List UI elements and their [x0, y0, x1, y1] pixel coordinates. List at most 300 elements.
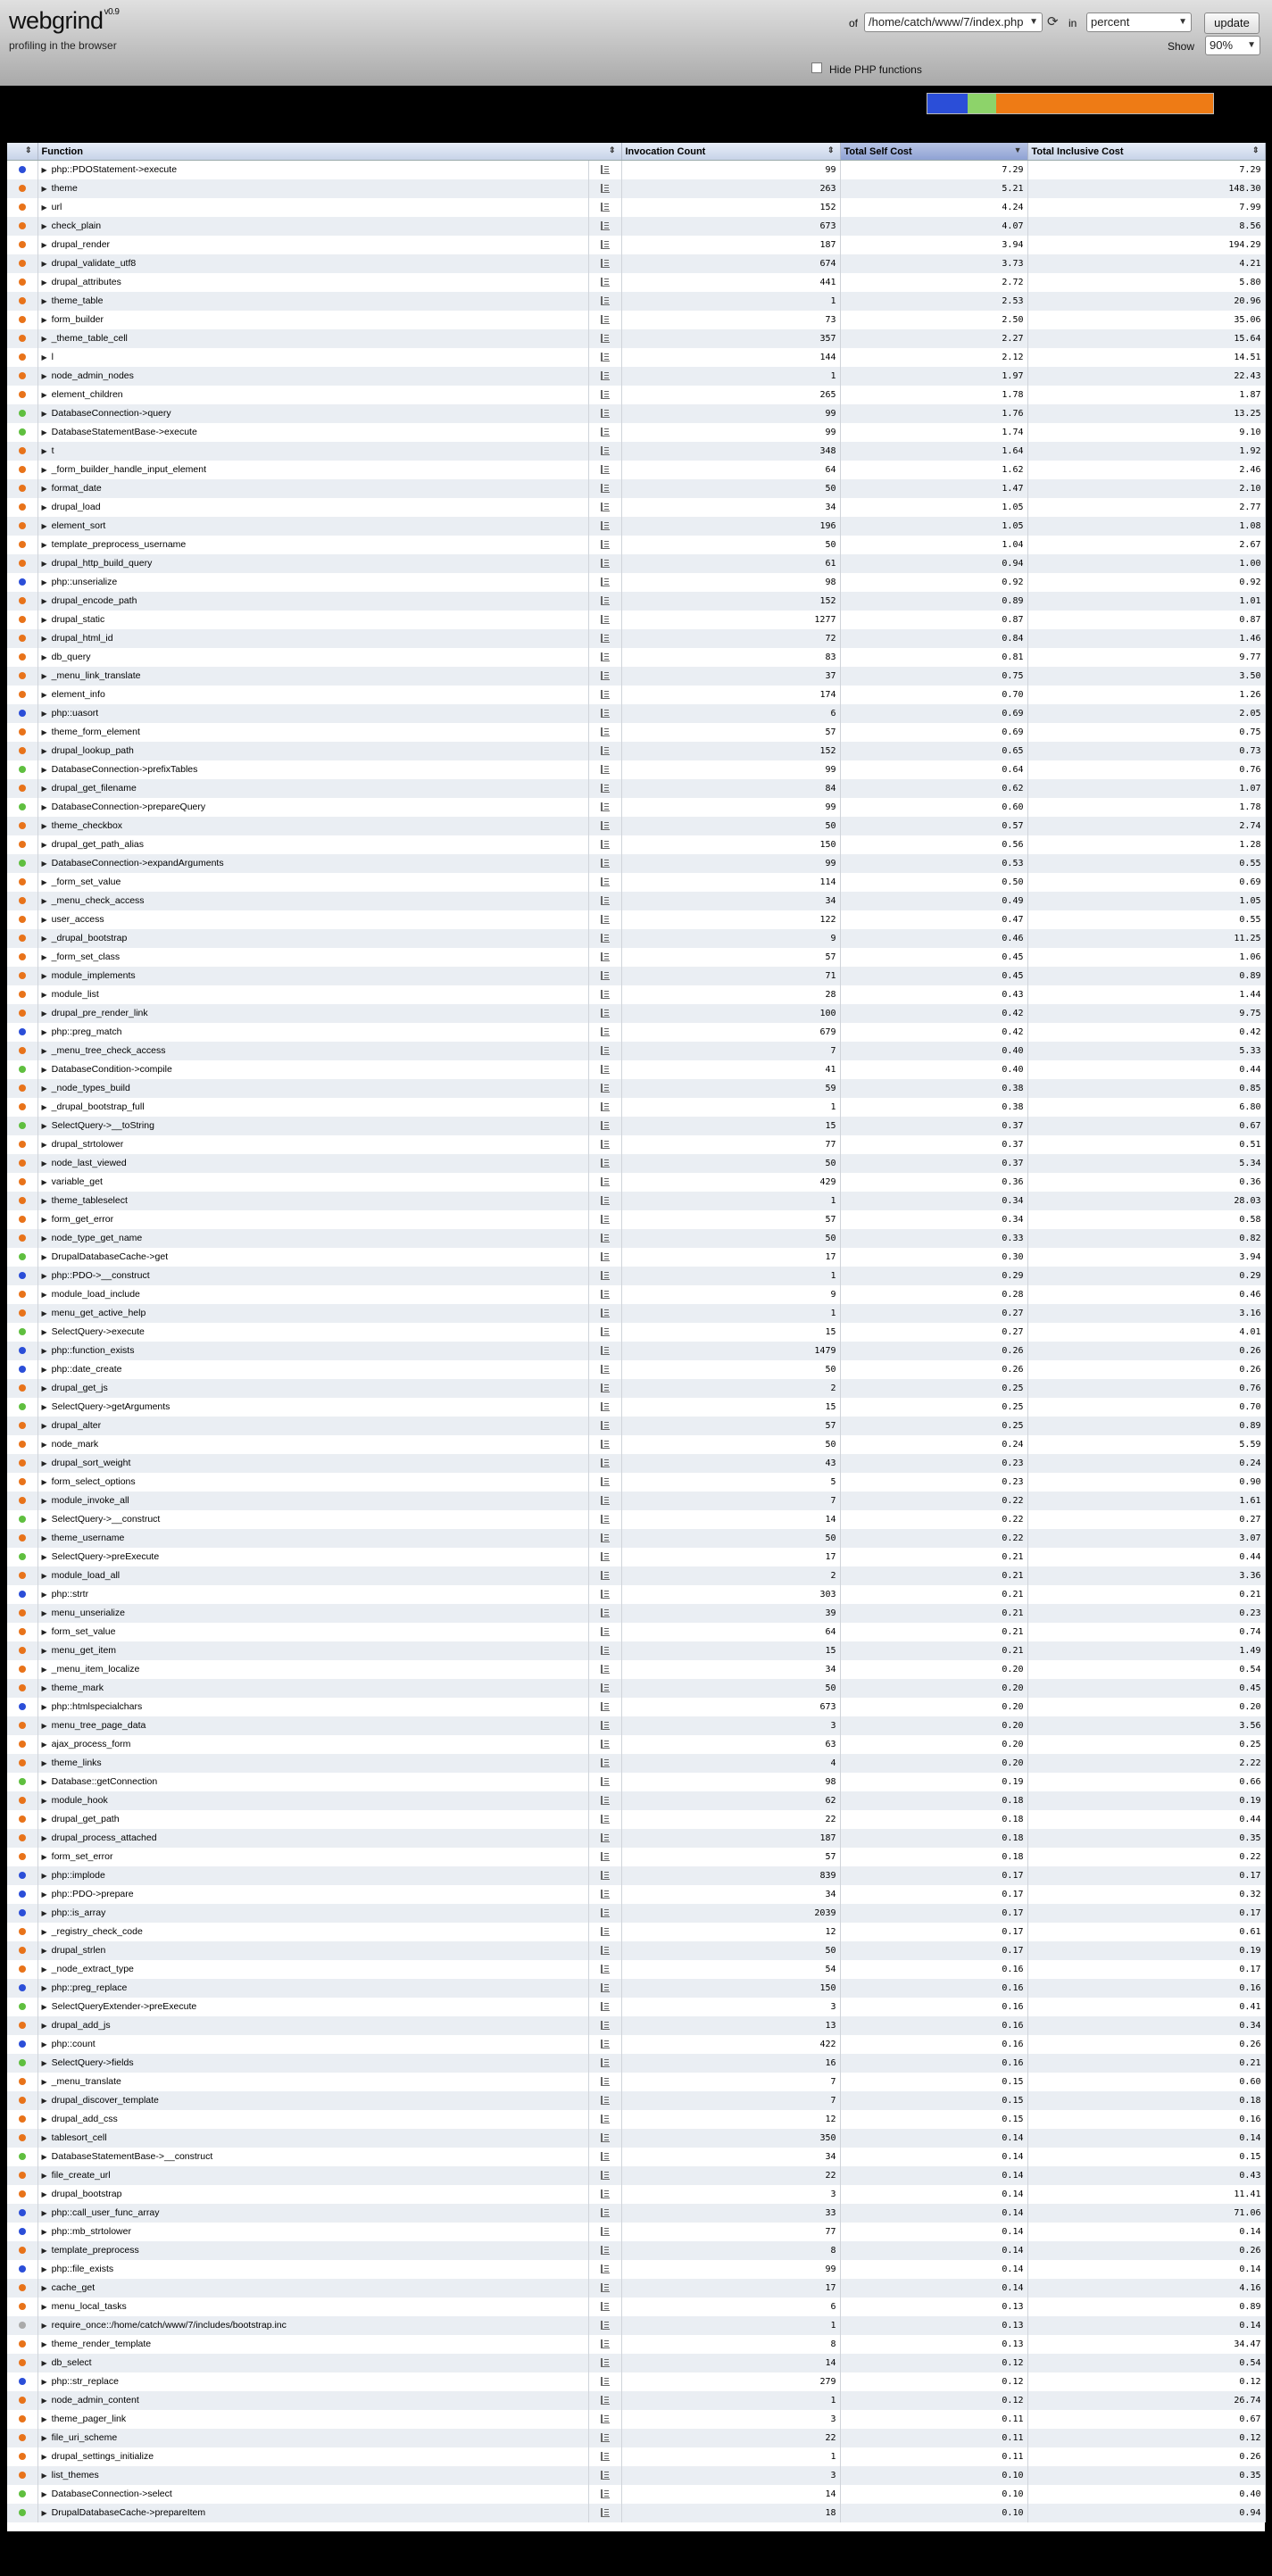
table-row[interactable]	[7, 311, 1265, 329]
type-column-header[interactable]	[7, 143, 37, 161]
function-cell[interactable]	[37, 1829, 588, 1848]
file-link-cell[interactable]	[588, 254, 621, 273]
expand-triangle-icon[interactable]: ▶	[41, 185, 47, 193]
function-cell[interactable]	[37, 1604, 588, 1623]
file-link-cell[interactable]	[588, 2316, 621, 2335]
table-row[interactable]	[7, 1998, 1265, 2016]
file-link-cell[interactable]	[588, 198, 621, 217]
file-link-cell[interactable]	[588, 1566, 621, 1585]
expand-triangle-icon[interactable]: ▶	[41, 1216, 47, 1224]
table-row[interactable]	[7, 873, 1265, 892]
file-link-cell[interactable]	[588, 2429, 621, 2447]
expand-triangle-icon[interactable]: ▶	[41, 785, 47, 793]
expand-triangle-icon[interactable]: ▶	[41, 2359, 47, 2367]
function-cell[interactable]	[37, 2372, 588, 2391]
table-row[interactable]	[7, 2372, 1265, 2391]
file-view-icon[interactable]	[601, 315, 610, 324]
expand-triangle-icon[interactable]: ▶	[41, 766, 47, 774]
file-link-cell[interactable]	[588, 1810, 621, 1829]
file-view-icon[interactable]	[601, 1740, 610, 1749]
expand-triangle-icon[interactable]: ▶	[41, 447, 47, 455]
file-view-icon[interactable]	[601, 1983, 610, 1992]
file-view-icon[interactable]	[601, 2002, 610, 2011]
expand-triangle-icon[interactable]: ▶	[41, 297, 47, 305]
function-cell[interactable]	[37, 1173, 588, 1192]
expand-triangle-icon[interactable]: ▶	[41, 1516, 47, 1524]
table-row[interactable]	[7, 161, 1265, 179]
table-row[interactable]	[7, 2298, 1265, 2316]
function-cell[interactable]	[37, 1379, 588, 1398]
table-row[interactable]	[7, 1173, 1265, 1192]
table-row[interactable]	[7, 629, 1265, 648]
table-row[interactable]	[7, 1885, 1265, 1904]
expand-triangle-icon[interactable]: ▶	[41, 204, 47, 212]
file-view-icon[interactable]	[601, 484, 610, 493]
table-row[interactable]	[7, 1454, 1265, 1473]
table-row[interactable]	[7, 536, 1265, 554]
expand-triangle-icon[interactable]: ▶	[41, 2040, 47, 2048]
function-cell[interactable]	[37, 1098, 588, 1117]
file-view-icon[interactable]	[601, 1796, 610, 1805]
table-row[interactable]	[7, 1154, 1265, 1173]
file-view-icon[interactable]	[601, 1758, 610, 1767]
expand-triangle-icon[interactable]: ▶	[41, 1497, 47, 1505]
file-view-icon[interactable]	[601, 596, 610, 605]
file-view-icon[interactable]	[601, 934, 610, 943]
function-cell[interactable]	[37, 2091, 588, 2110]
file-view-icon[interactable]	[601, 1159, 610, 1168]
table-row[interactable]	[7, 1004, 1265, 1023]
expand-triangle-icon[interactable]: ▶	[41, 2265, 47, 2273]
function-cell[interactable]	[37, 1323, 588, 1342]
table-row[interactable]	[7, 1529, 1265, 1548]
table-row[interactable]	[7, 498, 1265, 517]
file-link-cell[interactable]	[588, 1979, 621, 1998]
file-link-cell[interactable]	[588, 2110, 621, 2129]
table-row[interactable]	[7, 1979, 1265, 1998]
function-cell[interactable]	[37, 1210, 588, 1229]
expand-triangle-icon[interactable]: ▶	[41, 466, 47, 474]
file-view-icon[interactable]	[601, 746, 610, 755]
expand-triangle-icon[interactable]: ▶	[41, 2397, 47, 2405]
self-cost-column-header[interactable]	[840, 143, 1027, 161]
file-link-cell[interactable]	[588, 1360, 621, 1379]
file-link-cell[interactable]	[588, 1398, 621, 1417]
table-row[interactable]	[7, 1735, 1265, 1754]
function-cell[interactable]	[37, 386, 588, 404]
expand-triangle-icon[interactable]: ▶	[41, 2022, 47, 2030]
expand-triangle-icon[interactable]: ▶	[41, 616, 47, 624]
expand-triangle-icon[interactable]: ▶	[41, 391, 47, 399]
table-row[interactable]	[7, 1079, 1265, 1098]
table-row[interactable]	[7, 1791, 1265, 1810]
table-row[interactable]	[7, 423, 1265, 442]
hide-php-checkbox[interactable]	[811, 62, 822, 73]
file-link-cell[interactable]	[588, 1285, 621, 1304]
file-view-icon[interactable]	[601, 2508, 610, 2517]
function-cell[interactable]	[37, 1998, 588, 2016]
file-view-icon[interactable]	[601, 1327, 610, 1336]
function-cell[interactable]	[37, 367, 588, 386]
file-link-cell[interactable]	[588, 2372, 621, 2391]
file-link-cell[interactable]	[588, 1304, 621, 1323]
table-row[interactable]	[7, 2354, 1265, 2372]
file-link-cell[interactable]	[588, 2391, 621, 2410]
file-link-cell[interactable]	[588, 985, 621, 1004]
expand-triangle-icon[interactable]: ▶	[41, 1403, 47, 1411]
table-row[interactable]	[7, 2241, 1265, 2260]
function-cell[interactable]	[37, 648, 588, 667]
table-row[interactable]	[7, 1848, 1265, 1866]
file-view-icon[interactable]	[601, 165, 610, 174]
function-cell[interactable]	[37, 161, 588, 179]
table-row[interactable]	[7, 1304, 1265, 1323]
file-view-icon[interactable]	[601, 1421, 610, 1430]
expand-triangle-icon[interactable]: ▶	[41, 410, 47, 418]
expand-triangle-icon[interactable]: ▶	[41, 560, 47, 568]
table-row[interactable]	[7, 2410, 1265, 2429]
function-cell[interactable]	[37, 1923, 588, 1941]
file-link-cell[interactable]	[588, 2166, 621, 2185]
table-row[interactable]	[7, 1510, 1265, 1529]
expand-triangle-icon[interactable]: ▶	[41, 2434, 47, 2442]
function-cell[interactable]	[37, 1529, 588, 1548]
table-row[interactable]	[7, 760, 1265, 779]
table-row[interactable]	[7, 442, 1265, 461]
file-link-cell[interactable]	[588, 1267, 621, 1285]
file-link-cell[interactable]	[588, 536, 621, 554]
file-view-icon[interactable]	[601, 896, 610, 905]
file-view-icon[interactable]	[601, 615, 610, 624]
expand-triangle-icon[interactable]: ▶	[41, 222, 47, 230]
expand-triangle-icon[interactable]: ▶	[41, 1572, 47, 1580]
function-cell[interactable]	[37, 1079, 588, 1098]
table-row[interactable]	[7, 2054, 1265, 2073]
expand-triangle-icon[interactable]: ▶	[41, 2453, 47, 2461]
file-view-icon[interactable]	[601, 296, 610, 305]
expand-triangle-icon[interactable]: ▶	[41, 803, 47, 811]
file-link-cell[interactable]	[588, 1585, 621, 1604]
file-view-icon[interactable]	[601, 652, 610, 661]
file-link-cell[interactable]	[588, 1641, 621, 1660]
file-link-cell[interactable]	[588, 1135, 621, 1154]
app-logo[interactable]	[9, 7, 119, 35]
function-cell[interactable]	[37, 742, 588, 760]
expand-triangle-icon[interactable]: ▶	[41, 2115, 47, 2123]
function-cell[interactable]	[37, 292, 588, 311]
file-link-cell[interactable]	[588, 1829, 621, 1848]
table-row[interactable]	[7, 217, 1265, 236]
expand-triangle-icon[interactable]: ▶	[41, 428, 47, 436]
expand-triangle-icon[interactable]: ▶	[41, 1965, 47, 1974]
expand-triangle-icon[interactable]: ▶	[41, 1609, 47, 1617]
file-link-cell[interactable]	[588, 854, 621, 873]
function-cell[interactable]	[37, 948, 588, 967]
file-link-cell[interactable]	[588, 329, 621, 348]
file-link-cell[interactable]	[588, 779, 621, 798]
table-row[interactable]	[7, 1492, 1265, 1510]
table-row[interactable]	[7, 835, 1265, 854]
function-cell[interactable]	[37, 873, 588, 892]
function-cell[interactable]	[37, 1304, 588, 1323]
file-link-cell[interactable]	[588, 1904, 621, 1923]
expand-triangle-icon[interactable]: ▶	[41, 2134, 47, 2142]
table-row[interactable]	[7, 611, 1265, 629]
expand-triangle-icon[interactable]: ▶	[41, 1591, 47, 1599]
table-row[interactable]	[7, 1360, 1265, 1379]
file-link-cell[interactable]	[588, 1510, 621, 1529]
table-row[interactable]	[7, 198, 1265, 217]
expand-triangle-icon[interactable]: ▶	[41, 1253, 47, 1261]
file-view-icon[interactable]	[601, 671, 610, 680]
function-cell[interactable]	[37, 442, 588, 461]
file-link-cell[interactable]	[588, 442, 621, 461]
expand-triangle-icon[interactable]: ▶	[41, 1141, 47, 1149]
file-view-icon[interactable]	[601, 521, 610, 530]
file-link-cell[interactable]	[588, 1117, 621, 1135]
file-link-cell[interactable]	[588, 948, 621, 967]
reload-icon[interactable]: ⟳	[1047, 13, 1059, 29]
expand-triangle-icon[interactable]: ▶	[41, 166, 47, 175]
table-row[interactable]	[7, 2110, 1265, 2129]
table-row[interactable]	[7, 2016, 1265, 2035]
function-cell[interactable]	[37, 611, 588, 629]
function-cell[interactable]	[37, 2148, 588, 2166]
file-link-cell[interactable]	[588, 311, 621, 329]
file-view-icon[interactable]	[601, 2358, 610, 2367]
file-link-cell[interactable]	[588, 1998, 621, 2016]
table-row[interactable]	[7, 573, 1265, 592]
expand-triangle-icon[interactable]: ▶	[41, 1328, 47, 1336]
file-link-cell[interactable]	[588, 217, 621, 236]
function-cell[interactable]	[37, 1585, 588, 1604]
expand-triangle-icon[interactable]: ▶	[41, 2509, 47, 2517]
table-row[interactable]	[7, 985, 1265, 1004]
function-cell[interactable]	[37, 423, 588, 442]
table-row[interactable]	[7, 1641, 1265, 1660]
table-row[interactable]	[7, 2504, 1265, 2522]
file-view-icon[interactable]	[601, 2058, 610, 2067]
file-view-icon[interactable]	[601, 2208, 610, 2217]
file-link-cell[interactable]	[588, 704, 621, 723]
expand-triangle-icon[interactable]: ▶	[41, 2303, 47, 2311]
expand-triangle-icon[interactable]: ▶	[41, 728, 47, 736]
function-cell[interactable]	[37, 1660, 588, 1679]
file-link-cell[interactable]	[588, 2410, 621, 2429]
function-cell[interactable]	[37, 592, 588, 611]
file-link-cell[interactable]	[588, 2223, 621, 2241]
file-view-icon[interactable]	[601, 1458, 610, 1467]
function-cell[interactable]	[37, 1492, 588, 1510]
file-view-icon[interactable]	[601, 877, 610, 886]
file-link-cell[interactable]	[588, 873, 621, 892]
function-column-header[interactable]	[37, 143, 621, 161]
file-view-icon[interactable]	[601, 1702, 610, 1711]
expand-triangle-icon[interactable]: ▶	[41, 2247, 47, 2255]
file-link-cell[interactable]	[588, 686, 621, 704]
function-cell[interactable]	[37, 1473, 588, 1492]
update-button[interactable]: update	[1204, 12, 1260, 34]
function-cell[interactable]	[37, 536, 588, 554]
expand-triangle-icon[interactable]: ▶	[41, 635, 47, 643]
file-link-cell[interactable]	[588, 1023, 621, 1042]
table-row[interactable]	[7, 1679, 1265, 1698]
function-cell[interactable]	[37, 517, 588, 536]
function-cell[interactable]	[37, 198, 588, 217]
expand-triangle-icon[interactable]: ▶	[41, 597, 47, 605]
table-row[interactable]	[7, 1660, 1265, 1679]
function-cell[interactable]	[37, 217, 588, 236]
file-link-cell[interactable]	[588, 1660, 621, 1679]
function-cell[interactable]	[37, 1154, 588, 1173]
file-view-icon[interactable]	[601, 727, 610, 736]
table-row[interactable]	[7, 592, 1265, 611]
table-row[interactable]	[7, 1117, 1265, 1135]
expand-triangle-icon[interactable]: ▶	[41, 2097, 47, 2105]
file-view-icon[interactable]	[601, 1946, 610, 1955]
expand-triangle-icon[interactable]: ▶	[41, 860, 47, 868]
function-cell[interactable]	[37, 1623, 588, 1641]
function-cell[interactable]	[37, 629, 588, 648]
table-row[interactable]	[7, 817, 1265, 835]
function-cell[interactable]	[37, 1904, 588, 1923]
file-view-icon[interactable]	[601, 1027, 610, 1036]
table-row[interactable]	[7, 2035, 1265, 2054]
table-row[interactable]	[7, 2073, 1265, 2091]
file-select[interactable]	[864, 12, 1043, 32]
file-link-cell[interactable]	[588, 1004, 621, 1023]
expand-triangle-icon[interactable]: ▶	[41, 1684, 47, 1692]
expand-triangle-icon[interactable]: ▶	[41, 1291, 47, 1299]
file-view-icon[interactable]	[601, 1927, 610, 1936]
file-link-cell[interactable]	[588, 1885, 621, 1904]
file-view-icon[interactable]	[601, 802, 610, 811]
file-view-icon[interactable]	[601, 540, 610, 549]
file-link-cell[interactable]	[588, 1529, 621, 1548]
file-link-cell[interactable]	[588, 1098, 621, 1117]
table-row[interactable]	[7, 1042, 1265, 1060]
table-row[interactable]	[7, 1548, 1265, 1566]
file-link-cell[interactable]	[588, 367, 621, 386]
file-view-icon[interactable]	[601, 1777, 610, 1786]
table-row[interactable]	[7, 1417, 1265, 1435]
expand-triangle-icon[interactable]: ▶	[41, 335, 47, 343]
function-cell[interactable]	[37, 311, 588, 329]
expand-triangle-icon[interactable]: ▶	[41, 241, 47, 249]
table-row[interactable]	[7, 1210, 1265, 1229]
table-row[interactable]	[7, 892, 1265, 910]
expand-triangle-icon[interactable]: ▶	[41, 1928, 47, 1936]
function-cell[interactable]	[37, 1248, 588, 1267]
file-link-cell[interactable]	[588, 1960, 621, 1979]
expand-triangle-icon[interactable]: ▶	[41, 1666, 47, 1674]
expand-triangle-icon[interactable]: ▶	[41, 1984, 47, 1992]
function-cell[interactable]	[37, 1342, 588, 1360]
file-view-icon[interactable]	[601, 1046, 610, 1055]
function-cell[interactable]	[37, 892, 588, 910]
expand-triangle-icon[interactable]: ▶	[41, 2003, 47, 2011]
table-row[interactable]	[7, 1267, 1265, 1285]
table-row[interactable]	[7, 1248, 1265, 1267]
function-cell[interactable]	[37, 2316, 588, 2335]
file-link-cell[interactable]	[588, 2241, 621, 2260]
file-view-icon[interactable]	[601, 1608, 610, 1617]
table-row[interactable]	[7, 854, 1265, 873]
table-row[interactable]	[7, 2185, 1265, 2204]
file-view-icon[interactable]	[601, 2283, 610, 2292]
file-view-icon[interactable]	[601, 1852, 610, 1861]
function-cell[interactable]	[37, 686, 588, 704]
expand-triangle-icon[interactable]: ▶	[41, 278, 47, 287]
function-cell[interactable]	[37, 2054, 588, 2073]
table-row[interactable]	[7, 1960, 1265, 1979]
file-view-icon[interactable]	[601, 2321, 610, 2330]
function-cell[interactable]	[37, 1454, 588, 1473]
table-row[interactable]	[7, 648, 1265, 667]
function-cell[interactable]	[37, 1810, 588, 1829]
table-row[interactable]	[7, 2485, 1265, 2504]
file-link-cell[interactable]	[588, 1379, 621, 1398]
file-link-cell[interactable]	[588, 592, 621, 611]
file-link-cell[interactable]	[588, 2054, 621, 2073]
function-cell[interactable]	[37, 817, 588, 835]
file-link-cell[interactable]	[588, 386, 621, 404]
invocation-column-header[interactable]	[621, 143, 840, 161]
file-view-icon[interactable]	[601, 1402, 610, 1411]
table-row[interactable]	[7, 2466, 1265, 2485]
function-cell[interactable]	[37, 854, 588, 873]
function-cell[interactable]	[37, 2016, 588, 2035]
table-row[interactable]	[7, 1285, 1265, 1304]
function-cell[interactable]	[37, 1566, 588, 1585]
table-row[interactable]	[7, 2129, 1265, 2148]
table-row[interactable]	[7, 1398, 1265, 1417]
function-cell[interactable]	[37, 2391, 588, 2410]
file-view-icon[interactable]	[601, 1721, 610, 1730]
file-link-cell[interactable]	[588, 2485, 621, 2504]
file-view-icon[interactable]	[601, 465, 610, 474]
file-view-icon[interactable]	[601, 1683, 610, 1692]
expand-triangle-icon[interactable]: ▶	[41, 841, 47, 849]
file-view-icon[interactable]	[601, 1384, 610, 1392]
table-row[interactable]	[7, 1773, 1265, 1791]
function-cell[interactable]	[37, 2298, 588, 2316]
file-view-icon[interactable]	[601, 1440, 610, 1449]
function-cell[interactable]	[37, 667, 588, 686]
expand-triangle-icon[interactable]: ▶	[41, 653, 47, 661]
file-link-cell[interactable]	[588, 179, 621, 198]
table-row[interactable]	[7, 967, 1265, 985]
function-cell[interactable]	[37, 929, 588, 948]
expand-triangle-icon[interactable]: ▶	[41, 972, 47, 980]
file-link-cell[interactable]	[588, 611, 621, 629]
function-cell[interactable]	[37, 1791, 588, 1810]
table-row[interactable]	[7, 1473, 1265, 1492]
expand-triangle-icon[interactable]: ▶	[41, 1028, 47, 1036]
file-view-icon[interactable]	[601, 2302, 610, 2311]
file-view-icon[interactable]	[601, 1571, 610, 1580]
table-row[interactable]	[7, 1379, 1265, 1398]
table-row[interactable]	[7, 1941, 1265, 1960]
table-row[interactable]	[7, 2316, 1265, 2335]
file-link-cell[interactable]	[588, 461, 621, 479]
file-view-icon[interactable]	[601, 1533, 610, 1542]
function-cell[interactable]	[37, 573, 588, 592]
function-cell[interactable]	[37, 1754, 588, 1773]
file-link-cell[interactable]	[588, 798, 621, 817]
file-link-cell[interactable]	[588, 835, 621, 854]
file-link-cell[interactable]	[588, 1323, 621, 1342]
